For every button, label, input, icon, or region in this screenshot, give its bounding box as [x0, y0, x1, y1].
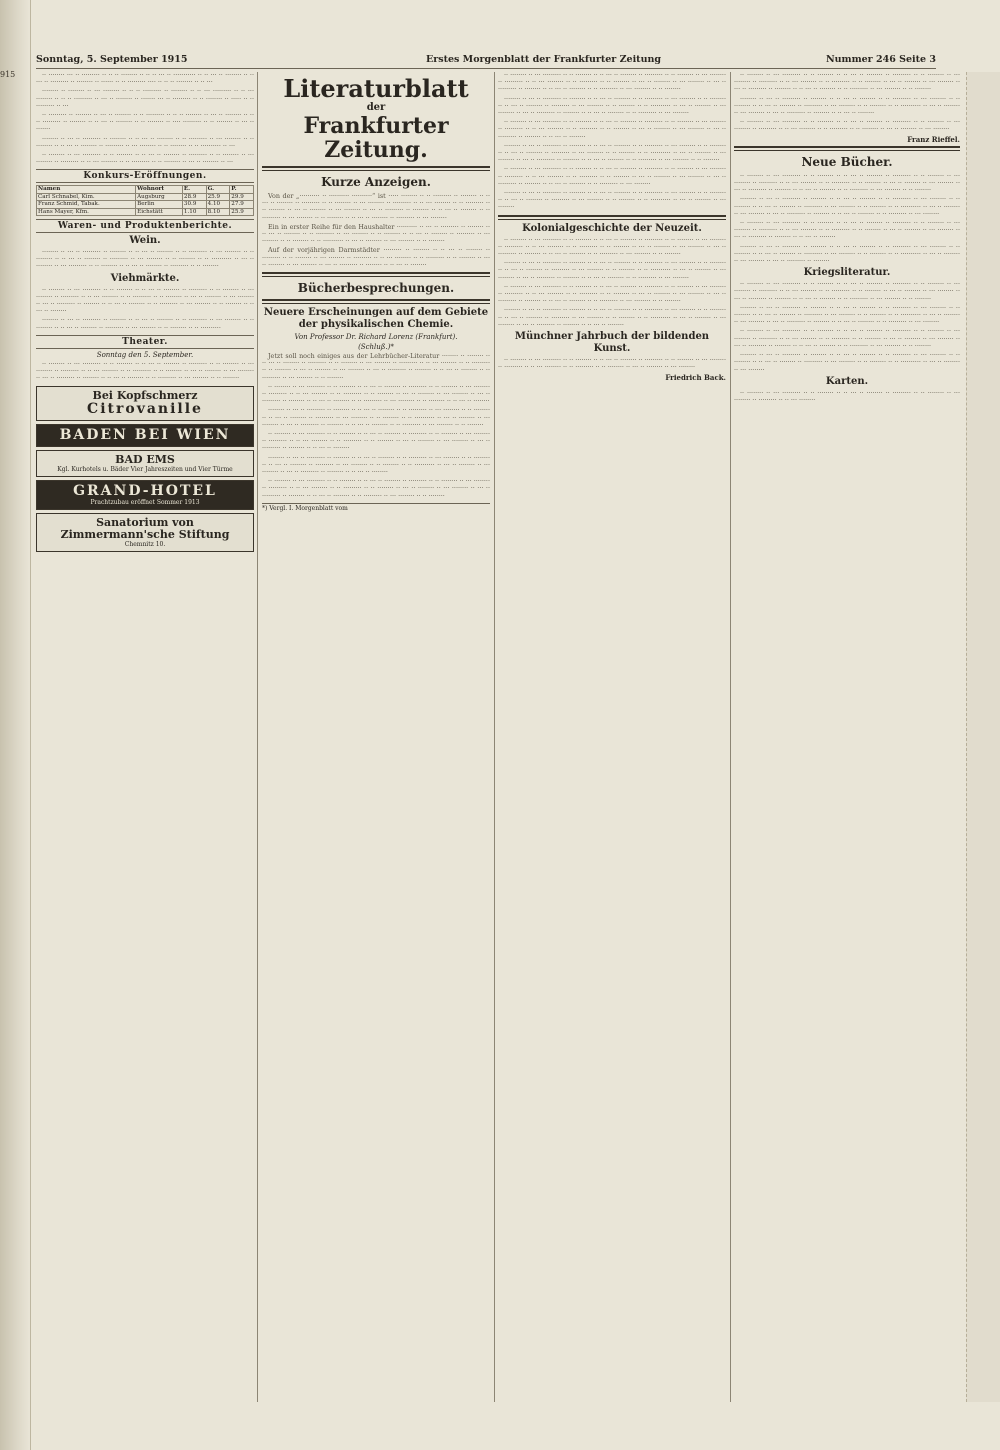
book-reviews-heading: Bücherbesprechungen.: [297, 281, 455, 296]
short-notices-heading: Kurze Anzeigen.: [321, 175, 431, 189]
maps-list: ·· ········ ·· ··· ········· ·· ·· ········ ·· ·· ··· ·· ········ ·· ········· ·· ·· ········ ·· ··· ········ ·· ········· ·· ·· ··· ········: [734, 388, 960, 404]
table-cell: 27.9: [230, 201, 254, 208]
table-cell: 29.9: [230, 193, 254, 200]
colonial-history-text: ·· ········ ·· ··· ········· ·· ·· ········ ·· ·· ··· ·· ········ ·· ········· ·· ·· ········ ·· ··· ········ ·· ········· ·· ·· ··· ········ ·· ·· ········· ·· ·· ········ ·· ··· ·· ········ ·· ··· ········ ·· ··· ·· ········· ·· ········ ·· ·· ··· ·· ········ ·· ·· ········· ·· ··· ········ ·· ·· ········ ········ ·· ··· ·· ········· ·· ········ ·· ·· ··· ·· ········ ·· ·· ········· ·· ··· ········ ·· ·· ········ ·· ·· ··· ·· ········ ·· ········· ·· ··· ········ ·· ·· ········ ·· ·· ·········· ·· ··· ·· ········ ·· ··· ········ ·· ··· ·· ········· ·· ········ ·· ·· ··· ·· ········ ·· ·· ········· ·· ··· ········ ·· ········ ·· ··· ········· ·· ·· ········ ·· ·· ··· ·· ········ ·· ········· ·· ·· ········ ·· ··· ········ ·· ········· ·· ·· ··· ········ ·· ·· ········· ·· ·· ········ ·· ··· ·· ········ ·· ··· ········ ·· ··· ·· ········· ·· ········ ·· ·· ··· ·· ········ ·· ·· ········· ·· ··· ········ ·· ·· ········ ········ ·· ··· ·· ········· ·· ········ ·· ·· ··· ·· ········ ·· ·· ········· ·· ··· ········ ·· ·· ········ ·· ·· ··· ·· ········ ·· ········· ·· ··· ········ ·· ·· ········ ·· ·· ·········· ·· ··· ·· ········ ·· ··· ········ ·· ··· ·· ········· ·· ········ ·· ·· ··· ·· ········: [498, 235, 726, 329]
column-rule: [730, 72, 731, 1402]
theater-date: Sonntag den 5. September.: [96, 350, 194, 359]
section-rule: [262, 272, 490, 277]
table-row: [37, 208, 254, 215]
column-header: E.: [182, 186, 206, 193]
munich-yearbook-text: ·· ········ ·· ··· ········· ·· ·· ········ ·· ·· ··· ·· ········ ·· ········· ·· ·· ········ ·· ··· ········ ·· ········· ·· ·· ··· ········ ·· ·· ········· ·· ·· ········ ·· ··· ·· ········ ·· ··· ········: [498, 356, 726, 372]
colonial-history-heading: Kolonialgeschichte der Neuzeit.: [522, 222, 702, 234]
munich-yearbook-heading: Münchner Jahrbuch der bildenden Kunst.: [514, 331, 710, 355]
masthead-page-number: Nummer 246 Seite 3: [825, 54, 936, 65]
column-header: P.: [230, 186, 254, 193]
ad-headline: BAD EMS: [115, 452, 175, 466]
table-cell: 25.9: [206, 193, 230, 200]
supplement-paper-name: Frankfurter Zeitung.: [303, 113, 449, 163]
column-2: [262, 72, 490, 1402]
article-body: Jetzt soll noch einiges aus der Lehrbücher-Literatur ········ ·· ········ ·· ·· ··· ·· ········ ·· ········· ·· ·· ········ ·· ··· ········ ·· ········· ·· ·· ··· ········ ·· ·· ········· ·· ·· ········ ·· ··· ·· ········ ·· ··· ········ ·· ··· ·· ········· ·· ········ ·· ·· ··· ·· ········ ·· ·· ········· ·· ··· ········ ·· ·· ········ ·· ········ ·· ··· ········· ·· ·· ········ ·· ·· ··· ·· ········ ·· ········· ·· ·· ········ ·· ··· ········ ·· ········· ·· ·· ··· ········ ·· ·· ········· ·· ·· ········ ·· ··· ·· ········ ·· ··· ········ ·· ··· ·· ········· ·· ········ ·· ·· ··· ·· ········ ·· ·· ········· ·· ··· ········ ·· ·· ········ ·· ·· ··· ·· ········ ········ ·· ··· ·· ········· ·· ········ ·· ·· ··· ·· ········ ·· ·· ········· ·· ··· ········ ·· ·· ········ ·· ·· ··· ·· ········ ·· ········· ·· ··· ········ ·· ·· ········ ·· ·· ·········· ·· ··· ·· ········ ·· ··· ········ ·· ··· ·· ········· ·· ········ ·· ·· ··· ·· ········ ·· ·· ········· ·· ··· ········ ·· ·· ········ ·· ········ ·· ··· ········· ·· ·· ········ ·· ·· ··· ·· ········ ·· ········· ·· ·· ········ ·· ··· ········ ·· ········· ·· ·· ··· ········ ·· ·· ········· ·· ·· ········ ·· ··· ·· ········ ·· ··· ········ ·· ··· ·· ········· ·· ········ ·· ·· ··· ·· ········ ········ ·· ··· ·· ········· ·· ········ ·· ·· ··· ·· ········ ·· ·· ········· ·· ··· ········ ·· ·· ········ ·· ·· ··· ·· ········ ·· ········· ·· ··· ········ ·· ·· ········ ·· ·· ·········· ·· ··· ·· ········ ·· ··· ········ ·· ··· ·· ········· ·· ········ ·· ·· ··· ·· ········ ·· ········ ·· ··· ········· ·· ·· ········ ·· ·· ··· ·· ········ ·· ········· ·· ·· ········ ·· ··· ········ ·· ········· ·· ·· ··· ········ ·· ·· ········· ·· ·· ········ ·· ··· ·· ········ ·· ··· ········ ·· ··· ·· ········· ·· ········ ·· ·· ··· ·· ········ ·· ·· ········· ·· ··· ········ ·· ·· ········: [262, 352, 490, 500]
wine-report-text: ········ ·· ··· ·· ········· ·· ········ ·· ·· ··· ·· ········ ·· ·· ········· ·· ··· ········ ·· ·· ········ ·· ·· ··· ·· ········ ·· ········· ·· ··· ········ ·· ·· ········ ·· ·· ·········· ·· ··· ·· ········ ·· ··· ········· ·· ·· ········ ·· ·· ··· ·· ········ ·· ········· ·· ·· ········: [36, 248, 254, 271]
supplement-der: der: [366, 102, 386, 113]
section-rule: [734, 146, 960, 151]
article-footnote: *) Vergl. I. Morgenblatt vom: [262, 503, 490, 512]
new-books-heading: Neue Bücher.: [801, 154, 893, 169]
table-cell: Eichstätt: [136, 208, 183, 215]
ad-brand: GRAND-HOTEL: [73, 482, 217, 499]
column-header: Wohnort: [136, 186, 183, 193]
theater-heading: Theater.: [36, 335, 254, 349]
table-cell: 30.9: [182, 201, 206, 208]
ad-brand: Citrovanille: [87, 400, 203, 417]
table-cell: Franz Schmid, Tabak.: [37, 201, 136, 208]
section-rule: [498, 215, 726, 220]
market-report-text: ·· ········ ··· ·· ········· ·· ·· ·· ········ ·· ·· ·· ··· ·· ··········· ·· ·· ··· ·· ········ ·· ·· ··· ·· ········· ·· ········ ·· ······ ·· ·· ········· ···· ·· ·· ·· ········ ·· ·· ··· ········ ·· ········ ·· ··· ········ ·· ·· ·· ········· ·· ········ ·· ·· ··· ········· ·· ·· ··· ········ ·· ·· ·· ········· ·· ··· ·· ········ ·· ······· ··· ·· ········· ·· ·· ········ ·· ····· ·· ·· ········· ·· ··· ·· ········· ·· ········ ·· ··· ·· ········ ·· ·· ········· ·· ·· ·· ········ ·· ··· ·· ········ ·· ·· ·· ········· ·· ········ ·· ·· ··· ·· ········ ·· ·· ········ ·· ···· ········· ·· ·· ········ ·· ··· ·· ······· ········ ·· ··· ·· ········· ·· ········ ·· ·· ··· ·· ········ ·· ·· ········· ·· ··· ········ ·· ·· ········ ·· ·· ··· ·· ········ ·· ········· ·· ··· ········ ·· ·· ········ ·· ·· ·········· ·· ··· ·· ········ ·· ··· ········· ·· ·· ········ ·· ·· ··· ·· ········ ·· ········· ·· ·· ········ ·· ··· ········ ·· ········· ·· ·· ··· ········ ·· ·· ········· ·· ·· ········ ·· ··· ·· ········ ·· ···: [36, 72, 254, 167]
theater-listings: ·· ········ ·· ··· ········· ·· ·· ········ ·· ·· ··· ·· ········ ·· ········· ·· ·· ········ ·· ··· ········ ·· ········· ·· ·· ··· ········ ·· ·· ········· ·· ·· ········ ·· ··· ·· ········ ·· ··· ········ ·· ··· ·· ········· ·· ········ ·· ·· ··· ·· ········ ·· ·· ········· ·· ··· ········ ·· ·· ········: [36, 359, 254, 383]
art-review-text: ·· ········ ·· ··· ········· ·· ·· ········ ·· ·· ··· ·· ········ ·· ········· ·· ·· ········ ·· ··· ········ ·· ········· ·· ·· ··· ········ ·· ·· ········· ·· ·· ········ ·· ··· ·· ········ ·· ··· ········ ·· ··· ·· ········· ·· ········ ·· ·· ··· ·· ········ ·· ·· ········· ·· ··· ········ ·· ·· ········ ········ ·· ··· ·· ········· ·· ········ ·· ·· ··· ·· ········ ·· ·· ········· ·· ··· ········ ·· ·· ········ ·· ·· ··· ·· ········ ·· ········· ·· ··· ········ ·· ·· ········ ·· ·· ·········· ·· ··· ·· ········ ·· ··· ········ ·· ··· ·· ········· ·· ········ ·· ·· ··· ·· ········ ·· ········ ·· ··· ········· ·· ·· ········ ·· ·· ··· ·· ········ ·· ········· ·· ·· ········ ·· ··· ········ ·· ········· ·· ·· ··· ········ ·· ·· ········· ·· ·· ········ ·· ··· ·· ········ ·· ··· ········: [734, 72, 960, 134]
bankruptcy-heading: Konkurs-Eröffnungen.: [36, 169, 254, 183]
review-signature: Friedrich Back.: [665, 372, 726, 382]
table-header-row: [37, 186, 254, 193]
table-cell: Augsburg: [136, 193, 183, 200]
column-rule: [257, 72, 258, 1402]
ad-brand: BADEN BEI WIEN: [59, 426, 231, 443]
column-header: Namen: [37, 186, 136, 193]
table-cell: Carl Schnabel, Kim.: [37, 193, 136, 200]
article-headline: Neuere Erscheinungen auf dem Gebiete der physikalischen Chemie.: [263, 307, 489, 331]
grand-hotel-ad: [36, 480, 254, 510]
section-rule: [262, 299, 490, 304]
ad-subline: Prachtzubau eröffnet Sommer 1913: [90, 498, 200, 506]
page-masthead: [36, 54, 936, 69]
left-margin-fragment: 915: [0, 70, 16, 79]
table-cell: 1.10: [182, 208, 206, 215]
column-4: [734, 72, 960, 1402]
column-rule: [494, 72, 495, 1402]
table-cell: 25.9: [230, 208, 254, 215]
headache-ad: [36, 386, 254, 421]
war-literature-heading: Kriegsliteratur.: [803, 267, 891, 279]
masthead-title: Erstes Morgenblatt der Frankfurter Zeitung: [426, 54, 662, 65]
bad-ems-ad: [36, 450, 254, 477]
review-signature: Franz Rieffel.: [907, 134, 960, 144]
table-cell: 4.10: [206, 201, 230, 208]
column-header: G.: [206, 186, 230, 193]
supplement-title: Literaturblatt: [283, 74, 469, 103]
war-literature-list: ·· ········ ·· ··· ········· ·· ·· ········ ·· ·· ··· ·· ········ ·· ········· ·· ·· ········ ·· ··· ········ ·· ········· ·· ·· ··· ········ ·· ·· ········· ·· ·· ········ ·· ··· ·· ········ ·· ··· ········ ·· ··· ·· ········· ·· ········ ·· ·· ··· ·· ········ ·· ·· ········· ·· ··· ········ ·· ·· ········ ········ ·· ··· ·· ········· ·· ········ ·· ·· ··· ·· ········ ·· ·· ········· ·· ··· ········ ·· ·· ········ ·· ·· ··· ·· ········ ·· ········· ·· ··· ········ ·· ·· ········ ·· ·· ·········· ·· ··· ·· ········ ·· ··· ········ ·· ··· ·· ········· ·· ········ ·· ·· ··· ·· ········ ·· ·· ········· ·· ··· ········ ·· ········ ·· ··· ········· ·· ·· ········ ·· ·· ··· ·· ········ ·· ········· ·· ·· ········ ·· ··· ········ ·· ········· ·· ·· ··· ········ ·· ·· ········· ·· ·· ········ ·· ··· ·· ········ ·· ··· ········ ·· ··· ·· ········· ·· ········ ·· ·· ··· ·· ········ ·· ·· ········· ·· ··· ········ ·· ·· ········ ········ ·· ··· ·· ········· ·· ········ ·· ·· ··· ·· ········ ·· ·· ········· ·· ··· ········ ·· ·· ········ ·· ·· ··· ·· ········ ·· ········· ·· ··· ········ ·· ·· ········ ·· ·· ·········· ·· ··· ·· ········ ·· ··· ········: [734, 280, 960, 374]
baden-ad: [36, 424, 254, 447]
bankruptcy-table: [36, 185, 254, 216]
title-rule: [262, 166, 490, 171]
article-author: Von Professor Dr. Richard Lorenz (Frankfurt).: [294, 333, 458, 342]
ad-subline: Kgl. Kurhotels u. Bäder Vier Jahreszeiten und Vier Türme: [57, 465, 233, 473]
ad-headline: Sanatorium von Zimmermann'sche Stiftung: [60, 515, 230, 541]
review-continuation-text: ·· ········ ·· ··· ········· ·· ·· ········ ·· ·· ··· ·· ········ ·· ········· ·· ·· ········ ·· ··· ········ ·· ········· ·· ·· ··· ········ ·· ·· ········· ·· ·· ········ ·· ··· ·· ········ ·· ··· ········ ·· ··· ·· ········· ·· ········ ·· ·· ··· ·· ········ ·· ·· ········· ·· ··· ········ ·· ·· ········ ········ ·· ··· ·· ········· ·· ········ ·· ·· ··· ·· ········ ·· ·· ········· ·· ··· ········ ·· ·· ········ ·· ·· ··· ·· ········ ·· ········· ·· ··· ········ ·· ·· ········ ·· ·· ·········· ·· ··· ·· ········ ·· ··· ········ ·· ··· ·· ········· ·· ········ ·· ·· ··· ·· ········ ·· ·· ········· ·· ··· ········ ·· ········ ·· ··· ········· ·· ·· ········ ·· ·· ··· ·· ········ ·· ········· ·· ·· ········ ·· ··· ········ ·· ········· ·· ·· ··· ········ ·· ·· ········· ·· ·· ········ ·· ··· ·· ········ ·· ··· ········ ·· ··· ·· ········· ·· ········ ·· ·· ··· ·· ········ ········ ·· ··· ·· ········· ·· ········ ·· ·· ··· ·· ········ ·· ·· ········· ·· ··· ········ ·· ·· ········ ·· ·· ··· ·· ········ ·· ········· ·· ··· ········ ·· ·· ········ ·· ·· ·········· ·· ··· ·· ········ ·· ··· ········ ·· ··· ·· ········· ·· ········ ·· ·· ··· ·· ········ ·· ·· ········· ·· ··· ········ ·· ·· ········ ·· ········ ·· ··· ········· ·· ·· ········ ·· ·· ··· ·· ········ ·· ········· ·· ·· ········ ·· ··· ········ ·· ········· ·· ·· ··· ········ ·· ·· ········· ·· ·· ········ ·· ··· ·· ········ ·· ··· ········ ·· ··· ·· ········· ·· ········ ·· ·· ··· ·· ········ ·· ·· ········· ·· ··· ········ ········ ·· ··· ·· ········· ·· ········ ·· ·· ··· ·· ········ ·· ·· ········· ·· ··· ········ ·· ·· ········ ·· ·· ··· ·· ········ ·· ········· ·· ··· ········ ·· ·· ········ ·· ·· ·········· ·· ··· ·· ········ ·· ··· ········: [498, 72, 726, 212]
table-cell: 28.9: [182, 193, 206, 200]
table-row: [37, 193, 254, 200]
page-fold-shadow: [0, 0, 31, 1450]
livestock-report-text: ·· ········ ·· ··· ········· ·· ·· ········ ·· ·· ··· ·· ········ ·· ········· ·· ·· ········ ·· ··· ········ ·· ········· ·· ·· ··· ········ ·· ·· ········· ·· ·· ········ ·· ··· ·· ········ ·· ··· ········ ·· ··· ·· ········· ·· ········ ·· ·· ··· ·· ········ ·· ·· ········· ·· ··· ········ ·· ·· ········ ·· ·· ··· ·· ········ ········ ·· ··· ·· ········· ·· ········ ·· ·· ··· ·· ········ ·· ·· ········· ·· ··· ········ ·· ·· ········ ·· ·· ··· ·· ········ ·· ········· ·· ··· ········ ·· ·· ········ ·· ·· ··········: [36, 285, 254, 332]
table-cell: 8.10: [206, 208, 230, 215]
masthead-date: Sonntag, 5. September 1915: [36, 54, 188, 65]
sanatorium-ad: [36, 513, 254, 552]
livestock-heading: Viehmärkte.: [110, 272, 180, 284]
article-continuation: (Schluß.)*: [358, 343, 394, 352]
ad-headline: Bei Kopfschmerz: [92, 388, 198, 402]
column-1: [36, 72, 254, 1402]
column-3: [498, 72, 726, 1402]
short-notices-text: Von der „·········· ·· ·········· ··········“ ist ····· ········ ·· ·· ········· ·· ········ ·· ·· ··· ·· ········ ·· ········· ·· ·· ········ ·· ··· ········ ·· ········· ·· ·· ··· ········ ·· ·· ········· ·· ·· ········ ·· ··· ·· ········ ·· ··· ········ ·· ··· ·· ········· ·· ········ ·· ·· ··· ·· ········ ·· ·· ········· ·· ··· ········ ·· ·· ········ ·· ·· ··· ·· ········ ·· ········· ·· ··· ········ Ein in erster Reihe für den Haushalter ·········· ·· ··· ·· ········· ·· ········ ·· ·· ··· ·· ········ ·· ·· ········· ·· ··· ········ ·· ·· ········ ·· ·· ··· ·· ········ ·· ········· ·· ··· ········ ·· ·· ········ ·· ·· ·········· ·· ··· ·· ········ ·· ··· ········ ·· ·· ········ Auf der vorjährigen Darmstädter ········· ·· ········ ·· ·· ··· ·· ········ ·· ········· ·· ·· ········ ·· ··· ········ ·· ········· ·· ·· ··· ········ ·· ·· ········· ·· ·· ········ ·· ··· ·· ········ ·· ··· ········ ·· ··· ·· ········· ·· ········ ·· ·· ··· ·· ········: [262, 192, 490, 269]
table-row: [37, 201, 254, 208]
maps-heading: Karten.: [825, 375, 869, 387]
page-right-edge: [966, 72, 1000, 1402]
wine-heading: Wein.: [129, 235, 161, 247]
table-cell: Berlin: [136, 201, 183, 208]
ad-subline: Chemnitz 10.: [124, 540, 166, 548]
new-books-list: ·· ········ ·· ··· ········· ·· ·· ········ ·· ·· ··· ·· ········ ·· ········· ·· ·· ········ ·· ··· ········ ·· ········· ·· ·· ··· ········ ·· ·· ········· ·· ·· ········ ·· ··· ·· ········ ·· ··· ········ ·· ··· ·· ········· ·· ········ ·· ·· ··· ·· ········ ·· ·· ········· ·· ··· ········ ·· ·· ········ ········ ·· ··· ·· ········· ·· ········ ·· ·· ··· ·· ········ ·· ·· ········· ·· ··· ········ ·· ·· ········ ·· ·· ··· ·· ········ ·· ········· ·· ··· ········ ·· ·· ········ ·· ·· ·········· ·· ··· ·· ········ ·· ··· ········ ·· ··· ·· ········· ·· ········ ·· ·· ··· ·· ········ ·· ·· ········· ·· ··· ········ ·· ········ ·· ··· ········· ·· ·· ········ ·· ·· ··· ·· ········ ·· ········· ·· ·· ········ ·· ··· ········ ·· ········· ·· ·· ··· ········ ·· ·· ········· ·· ·· ········ ·· ··· ·· ········ ·· ··· ········ ·· ··· ·· ········· ·· ········ ·· ·· ··· ·· ········ ········ ·· ··· ·· ········· ·· ········ ·· ·· ··· ·· ········ ·· ·· ········· ·· ··· ········ ·· ·· ········ ·· ·· ··· ·· ········ ·· ········· ·· ··· ········ ·· ·· ········ ·· ·· ·········· ·· ··· ·· ········ ·· ··· ········ ·· ··· ·· ········· ·· ········: [734, 171, 960, 266]
goods-report-heading: Waren- und Produktenberichte.: [36, 219, 254, 233]
table-cell: Hans Mayer, Kfm.: [37, 208, 136, 215]
